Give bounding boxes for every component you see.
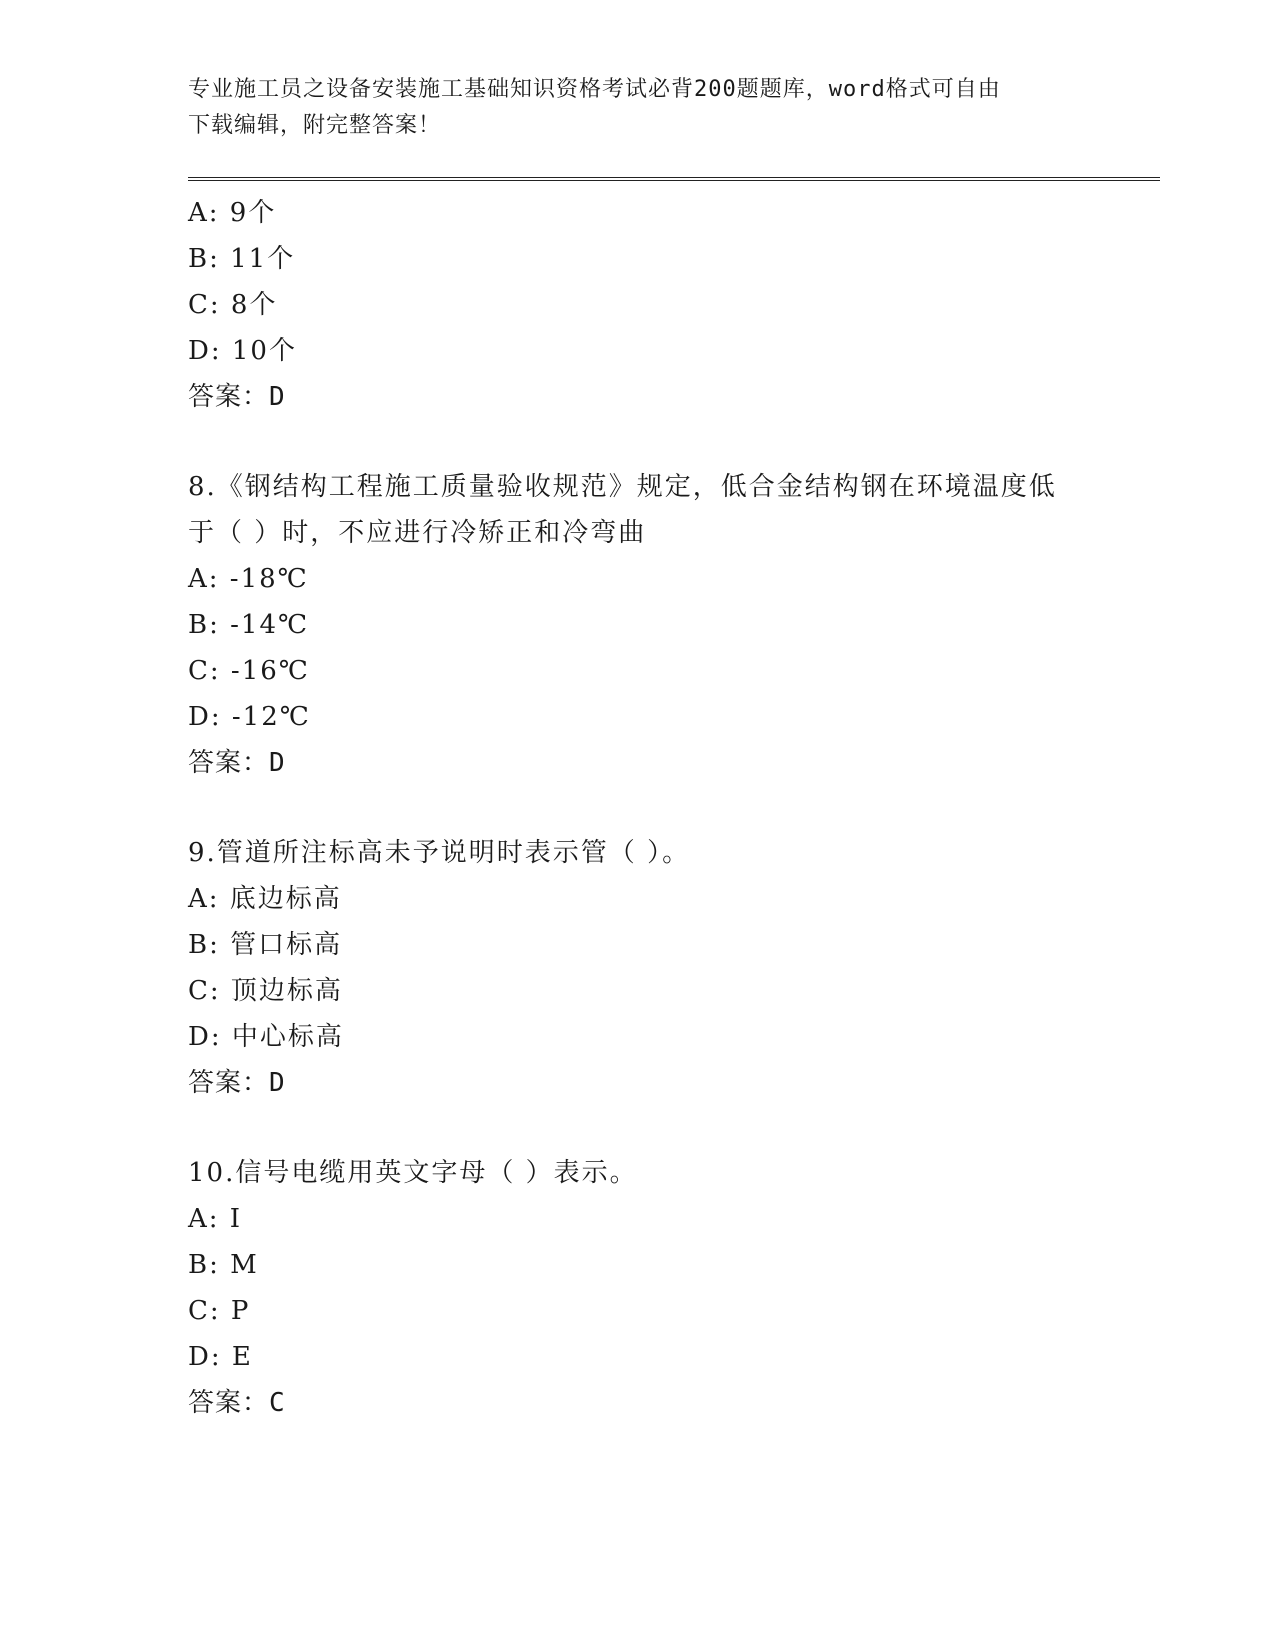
option-b: B: 11个: [188, 244, 296, 274]
spacer: [188, 1106, 1088, 1150]
answer-line: 答案：C: [188, 1388, 286, 1418]
answer-line: 答案：D: [188, 748, 286, 778]
option-a: A: I: [188, 1204, 243, 1234]
document-header: [188, 72, 1088, 144]
spacer: [188, 420, 1088, 464]
question-10: [188, 1150, 1088, 1426]
answer-line: 答案：D: [188, 382, 286, 412]
option-c: C: 顶边标高: [188, 976, 343, 1006]
question-9: [188, 830, 1088, 1106]
question-stem: 8.《钢结构工程施工质量验收规范》规定，低合金结构钢在环境温度低于（ ）时，不应进行冷矫正和冷弯曲: [188, 472, 1057, 548]
option-d: D: -12℃: [188, 702, 311, 732]
header-divider: [188, 177, 1160, 181]
answer-line: 答案：D: [188, 1068, 286, 1098]
option-a: A: -18℃: [188, 564, 309, 594]
option-a: A: 9个: [188, 198, 277, 228]
option-b: B: M: [188, 1250, 259, 1280]
question-list: [188, 190, 1088, 1426]
spacer: [188, 786, 1088, 830]
option-b: B: -14℃: [188, 610, 310, 640]
header-title-line-2: 下载编辑，附完整答案！: [188, 113, 442, 138]
header-title-line-1: 专业施工员之设备安装施工基础知识资格考试必背200题题库，word格式可自由: [188, 77, 1001, 102]
option-a: A: 底边标高: [188, 884, 342, 914]
option-d: D: E: [188, 1342, 253, 1372]
question-stem: 10.信号电缆用英文字母（ ）表示。: [188, 1158, 638, 1188]
option-c: C: P: [188, 1296, 251, 1326]
question-stem: 9.管道所注标高未予说明时表示管（ ）。: [188, 838, 691, 868]
question-8: [188, 464, 1088, 786]
option-d: D: 10个: [188, 336, 297, 366]
option-b: B: 管口标高: [188, 930, 343, 960]
question-7: [188, 190, 1088, 420]
option-d: D: 中心标高: [188, 1022, 344, 1052]
option-c: C: 8个: [188, 290, 278, 320]
option-c: C: -16℃: [188, 656, 310, 686]
